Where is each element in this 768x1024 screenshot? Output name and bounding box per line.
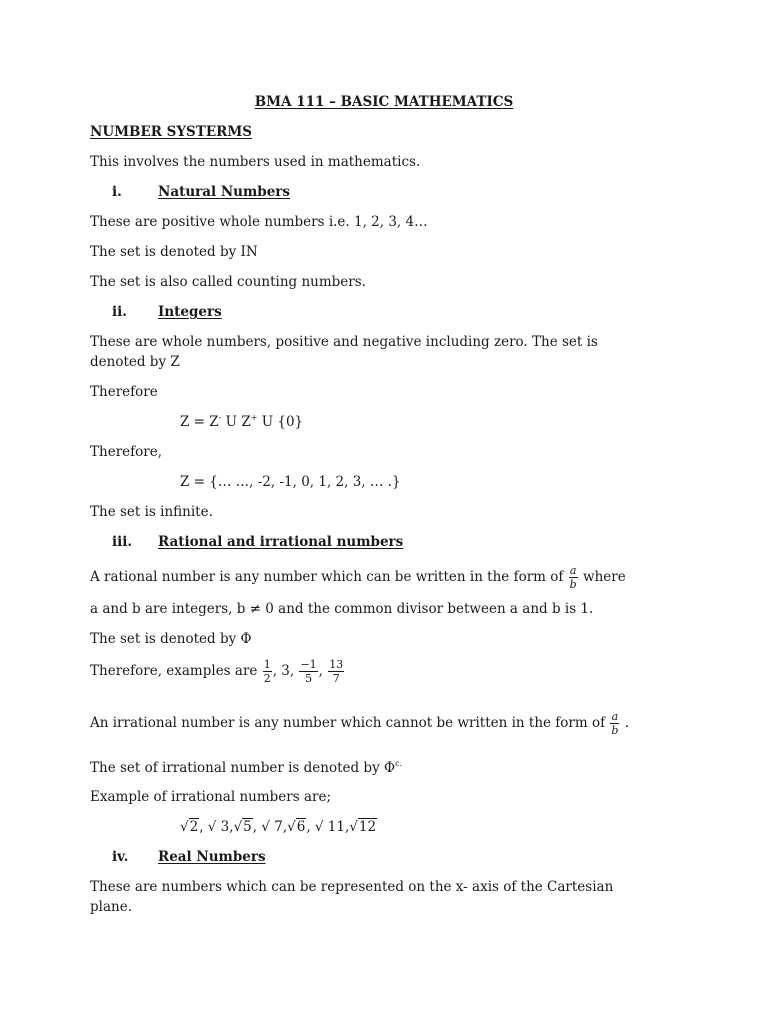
integers-text-2: denoted by Z [90, 354, 180, 370]
page-title: BMA 111 – BASIC MATHEMATICS [254, 94, 514, 110]
set-infinite-text: The set is infinite. [90, 504, 213, 520]
sqrt-2: √2 [180, 819, 199, 835]
section-heading: NUMBER SYSTERMS [90, 124, 253, 140]
fraction-example-1: $\frac{1}{2}$ [263, 658, 271, 685]
fraction-example-2: $\frac{-1}{5}$ [300, 658, 317, 685]
list-numeral-i: i. [112, 184, 122, 200]
irrational-denoted-text: The set of irrational number is denoted by $\Phi^{c.}$ [90, 759, 403, 776]
fraction-a-over-b-2: $\frac{a}{b}$ [611, 710, 619, 737]
natural-text-3: The set is also called counting numbers. [90, 274, 366, 290]
integers-text-1: These are whole numbers, positive and negative including zero. The set is [90, 334, 598, 350]
list-numeral-iv: iv. [112, 849, 129, 865]
rational-definition-1: A rational number is any number which can be written in the form of $\frac{a}{b}$ where [90, 564, 626, 591]
integers-set-equation: Z = {… …, -2, -1, 0, 1, 2, 3, … .} [180, 474, 401, 490]
irrational-definition: An irrational number is any number which cannot be written in the form of $\frac{a}{b}$ . [90, 710, 630, 737]
rational-definition-2: a and b are integers, b ≠ 0 and the common divisor between a and b is 1. [90, 601, 594, 617]
rational-heading: Rational and irrational numbers [158, 534, 404, 550]
natural-text-1: These are positive whole numbers i.e. 1, 2, 3, 4… [90, 214, 428, 230]
integers-union-equation: Z = Z- U Z+ U {0} [180, 413, 304, 430]
real-text-1: These are numbers which can be represented on the x- axis of the Cartesian [90, 879, 614, 895]
intro-text: This involves the numbers used in mathematics. [90, 154, 421, 170]
rational-denoted-text: The set is denoted by Φ [90, 631, 252, 647]
list-numeral-ii: ii. [112, 304, 127, 320]
real-numbers-heading: Real Numbers [158, 849, 266, 865]
sqrt-6: √6 [287, 819, 306, 835]
irrational-roots: √2, √ 3,√5, √ 7,√6, √ 11,√12 [180, 819, 377, 835]
sqrt-5: √5 [233, 819, 252, 835]
natural-text-2: The set is denoted by IN [90, 244, 258, 260]
integers-heading: Integers [158, 304, 222, 320]
list-numeral-iii: iii. [112, 534, 133, 550]
therefore-label-1: Therefore [90, 384, 158, 400]
rational-examples: Therefore, examples are $\frac{1}{2}$ , 3, $\frac{-1}{5}$ , $\frac{13}{7}$ [90, 658, 344, 685]
sqrt-12: √12 [349, 819, 377, 835]
fraction-a-over-b: $\frac{a}{b}$ [569, 564, 577, 591]
natural-numbers-heading: Natural Numbers [158, 184, 291, 200]
therefore-label-2: Therefore, [90, 444, 162, 460]
irrational-examples-label: Example of irrational numbers are; [90, 789, 332, 805]
fraction-example-3: $\frac{13}{7}$ [329, 658, 344, 685]
real-text-2: plane. [90, 899, 132, 915]
